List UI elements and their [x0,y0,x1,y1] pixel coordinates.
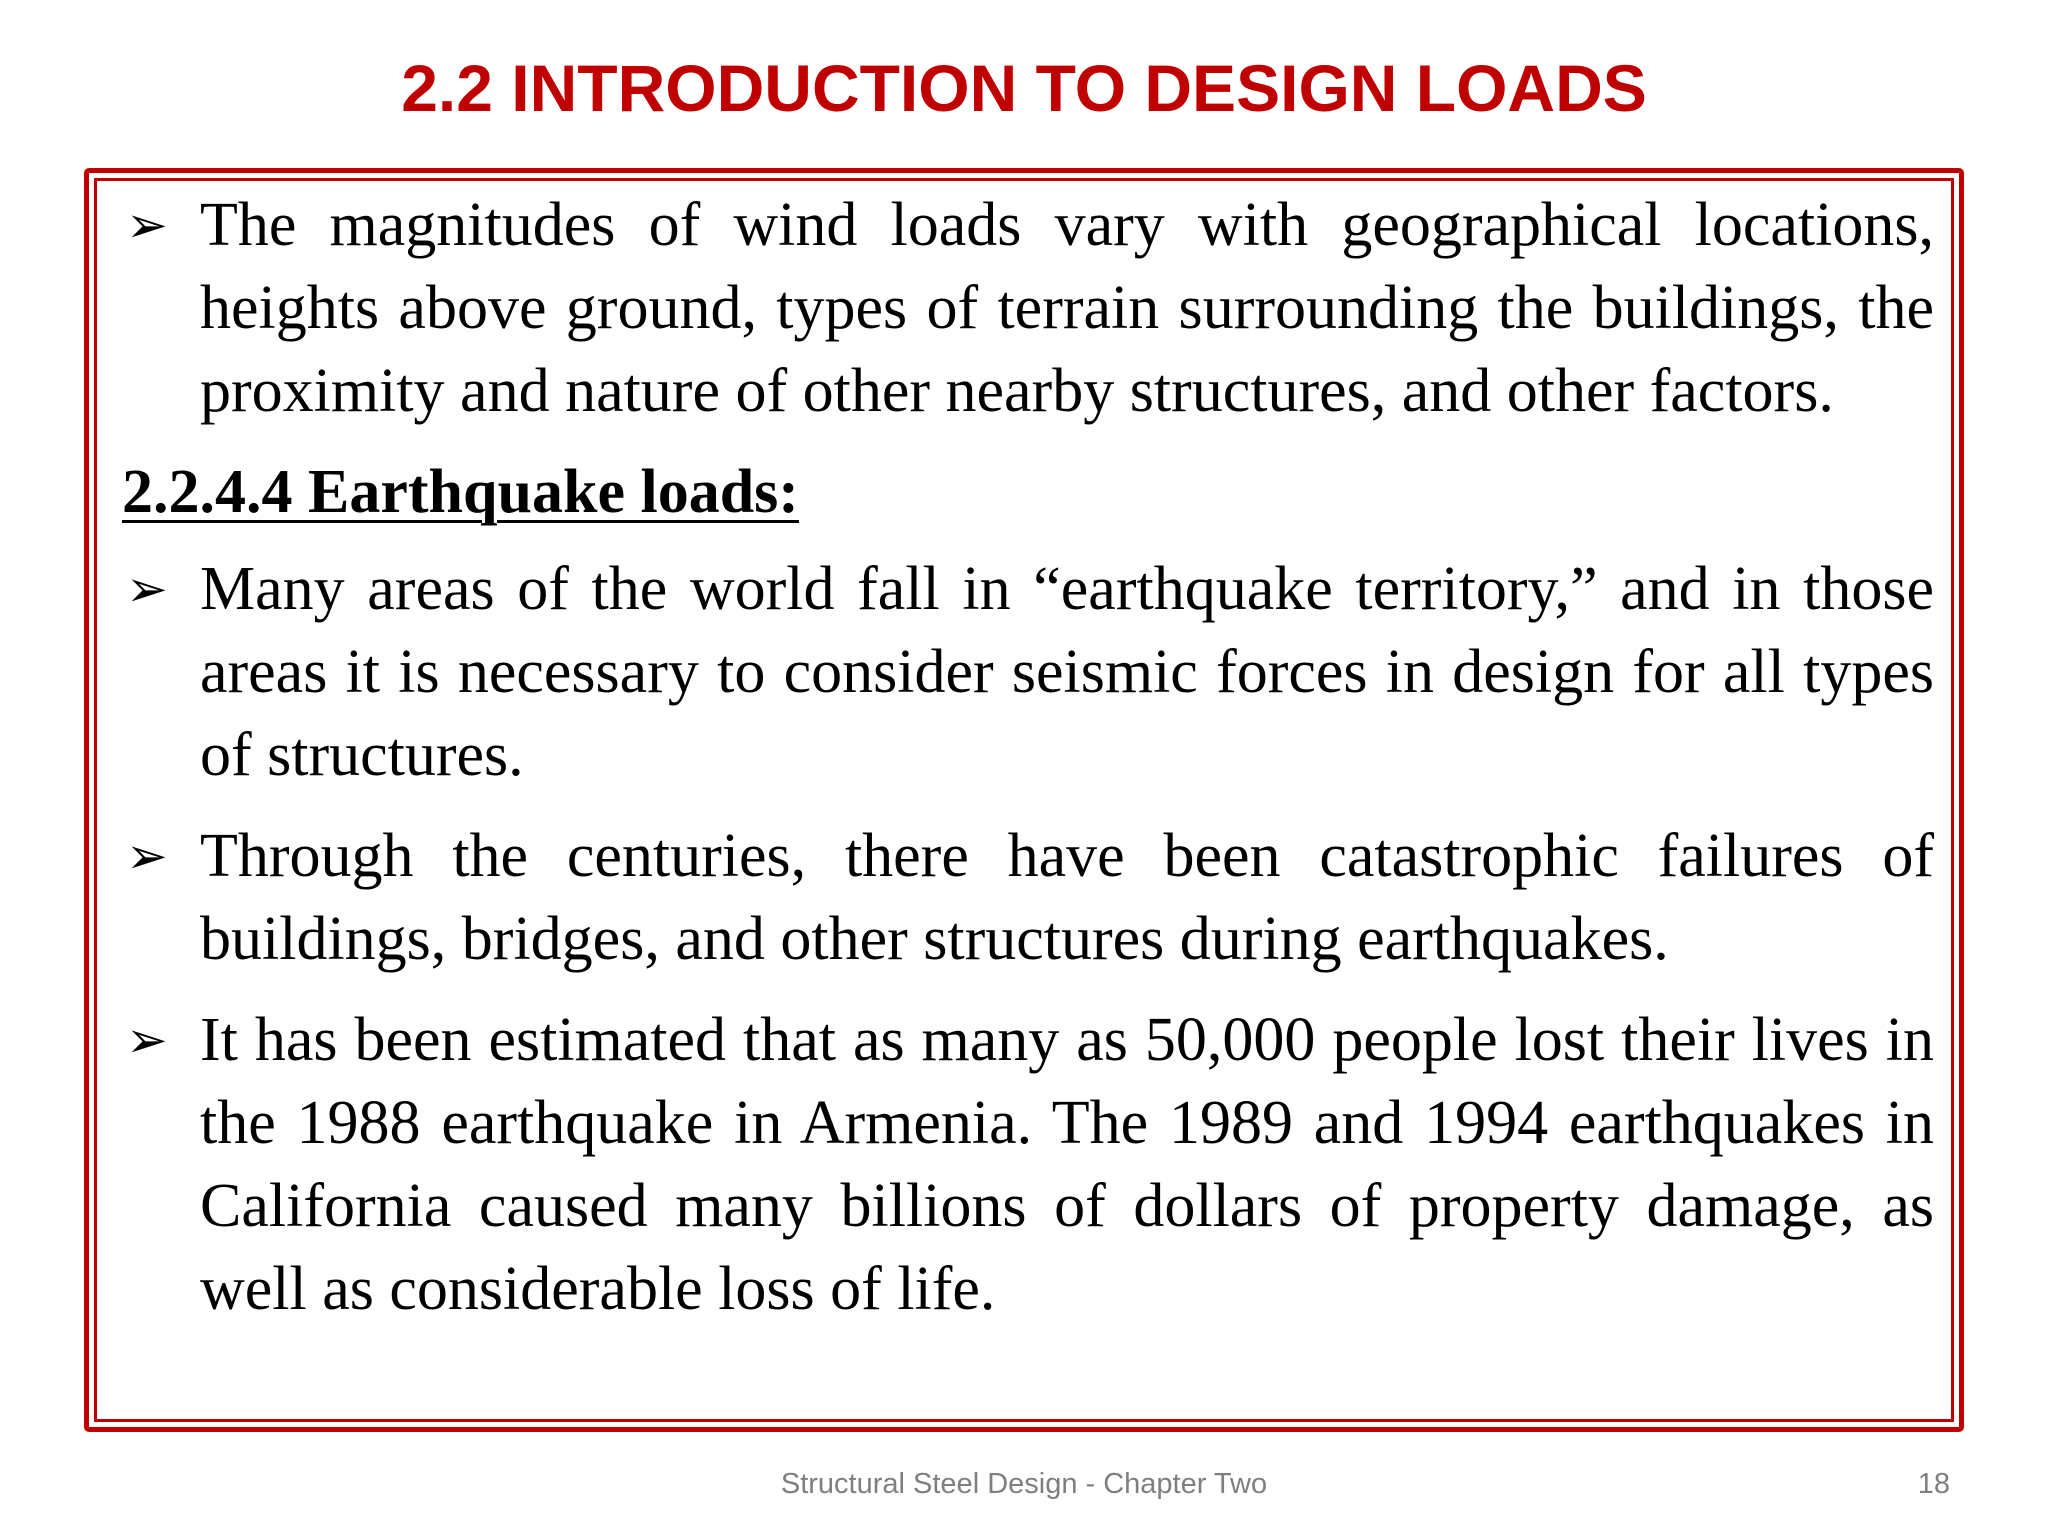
bullet-catastrophic-failures [122,815,1934,981]
bullet-wind-loads [122,184,1934,433]
arrow-bullet-icon: ➢ [126,196,168,254]
arrow-bullet-icon: ➢ [126,1011,168,1069]
bullet-text: The magnitudes of wind loads vary with geographical locations, heights above ground, types of terrain surrounding the buildings, the proximity and nature of other nearby structures, and other factors. [200,191,1934,425]
bullet-loss-estimates [122,999,1934,1331]
bullet-text: It has been estimated that as many as 50,000 people lost their lives in the 1988 earthquake in Armenia. The 1989 and 1994 earthquakes in California caused many billions of dollars of property damage, as well as considerable loss of life. [200,1006,1934,1323]
bullet-text: Many areas of the world fall in “earthquake territory,” and in those areas it is necessary to consider seismic forces in design for all types of structures. [200,555,1934,789]
arrow-bullet-icon: ➢ [126,560,168,618]
section-heading-earthquake-loads: 2.2.4.4 Earthquake loads: [122,458,799,526]
slide-content [122,184,1934,1349]
bullet-earthquake-territory [122,548,1934,797]
footer-title: Structural Steel Design - Chapter Two [780,1468,1268,1500]
page-number: 18 [1917,1468,1950,1500]
bullet-text: Through the centuries, there have been catastrophic failures of buildings, bridges, and other structures during earthquakes. [200,822,1934,973]
arrow-bullet-icon: ➢ [126,827,168,885]
slide-title: 2.2 INTRODUCTION TO DESIGN LOADS [401,51,1647,125]
